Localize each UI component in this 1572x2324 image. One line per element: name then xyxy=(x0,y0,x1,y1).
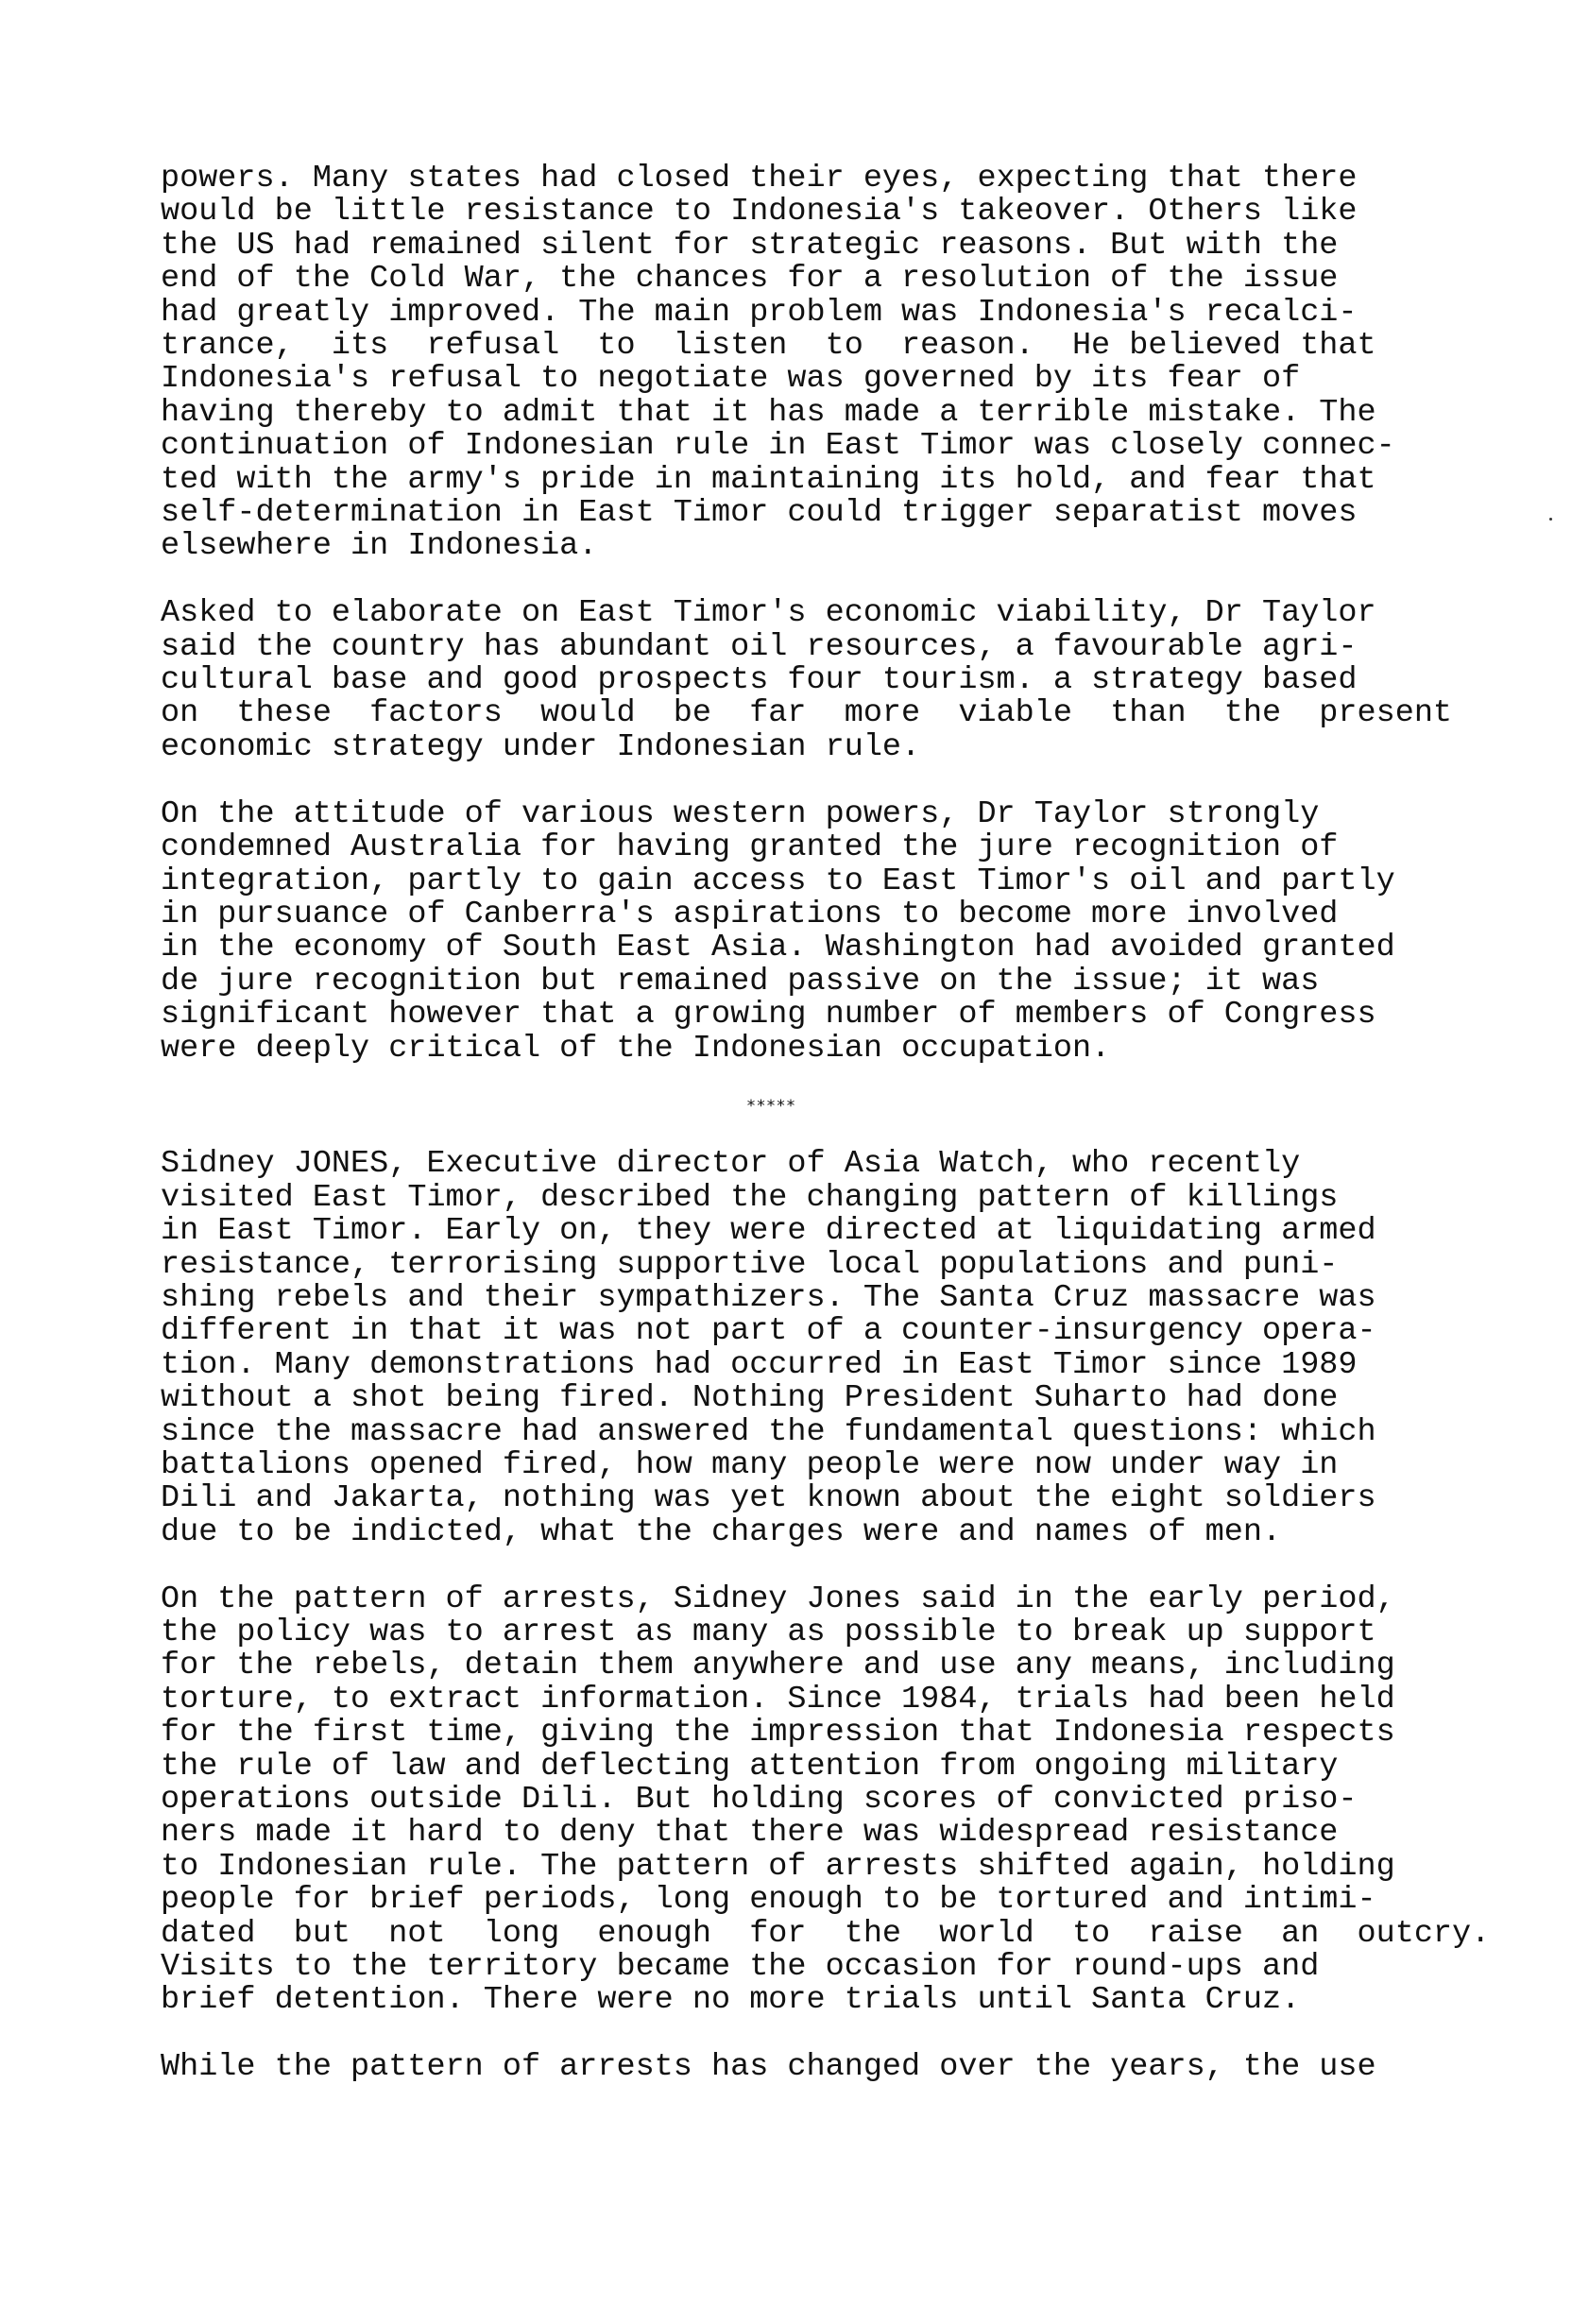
document-page xyxy=(161,161,1491,2086)
section-separator: ***** xyxy=(746,1096,797,1116)
paragraph-3: On the attitude of various western powers, Dr Taylor strongly condemned Australia for having granted the jure recognition of integration, partly to gain access to East Timor's oil and partly in pursuance of Canberra's aspirations to become more involved in the economy of South East Asia. Washington had avoided granted de jure recognition but remained passive on the issue; it was significant however that a growing number of members of Congress were deeply critical of the Indonesian occupation. xyxy=(161,795,1395,1067)
paragraph-2: Asked to elaborate on East Timor's economic viability, Dr Taylor said the country has abundant oil resources, a favourable agri- cultural base and good prospects four tourism. a strategy based on these factors would be far more viable than the present economic strategy under Indonesian rule. xyxy=(161,595,1453,765)
paragraph-6: While the pattern of arrests has changed over the years, the use xyxy=(161,2049,1376,2086)
paragraph-1: powers. Many states had closed their eyes, expecting that there would be little resistance to Indonesia's takeover. Others like the US had remained silent for strategic reasons. But with the end of the Cold War, the chances for a resolution of the issue had greatly improved. The main problem was Indonesia's recalci- trance, its refusal to listen to reason. He believed that Indonesia's refusal to negotiate was governed by its fear of having thereby to admit that it has made a terrible mistake. The continuation of Indonesian rule in East Timor was closely connec- ted with the army's pride in maintaining its hold, and fear that self-determination in East Timor could trigger separatist moves elsewhere in Indonesia. xyxy=(161,161,1395,565)
paragraph-5: On the pattern of arrests, Sidney Jones said in the early period, the policy was to arrest as many as possible to break up support for the rebels, detain them anywhere and use any means, including torture, to extract information. Since 1984, trials had been held for the first time, giving the impression that Indonesia respects the rule of law and deflecting attention from ongoing military operations outside Dili. But holding scores of convicted priso- ners made it hard to deny that there was widespread resistance to Indonesian rule. The pattern of arrests shifted again, holding people for brief periods, long enough to be tortured and intimi- dated but not long enough for the world to raise an outcry. Visits to the territory became the occasion for round-ups and brief detention. There were no more trials until Santa Cruz. xyxy=(161,1581,1491,2019)
paragraph-4: Sidney JONES, Executive director of Asia Watch, who recently visited East Timor, described the changing pattern of killings in East Timor. Early on, they were directed at liquidating armed resistance, terrorising supportive local populations and puni- shing rebels and their sympathizers. The Santa Cruz massacre was different in that it was not part of a counter-insurgency opera- tion. Many demonstrations had occurred in East Timor since 1989 without a shot being fired. Nothing President Suharto had done since the massacre had answered the fundamental questions: which battalions opened fired, how many people were now under way in Dili and Jakarta, nothing was yet known about the eight soldiers due to be indicted, what the charges were and names of men. xyxy=(161,1146,1376,1550)
scan-speck xyxy=(1549,518,1552,521)
